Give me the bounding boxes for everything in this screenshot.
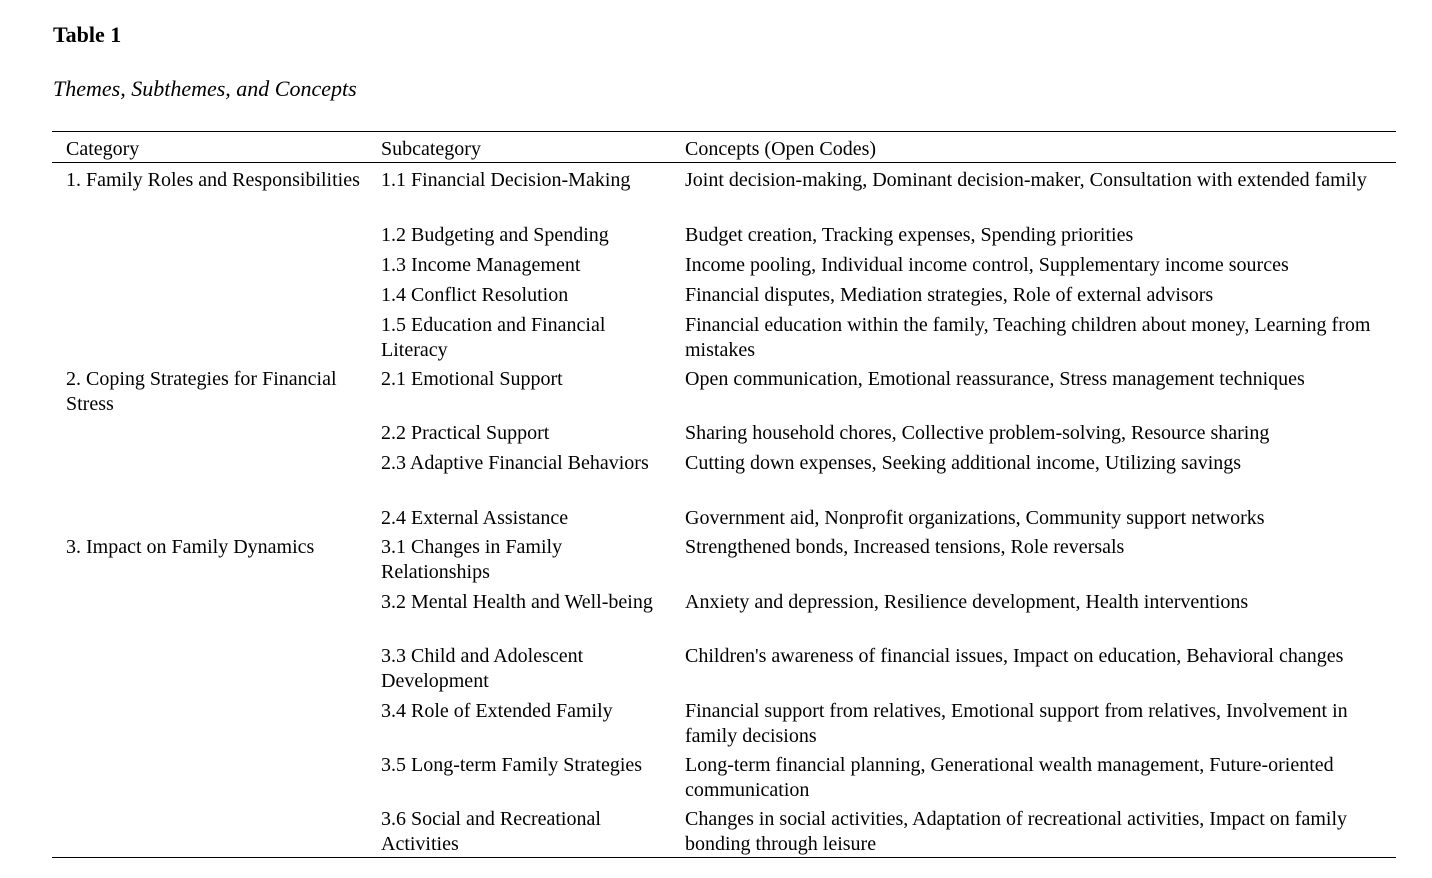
- subcategory-cell: 3.6 Social and Recreational Activities: [381, 808, 601, 855]
- concepts-cell: Open communication, Emotional reassurance, Stress management techniques: [685, 368, 1305, 390]
- subcategory-cell: 2.2 Practical Support: [381, 422, 550, 444]
- subcategory-cell: 1.2 Budgeting and Spending: [381, 224, 609, 246]
- concepts-cell: Financial disputes, Mediation strategies, Role of external advisors: [685, 284, 1214, 306]
- subcategory-cell: 3.4 Role of Extended Family: [381, 700, 613, 722]
- subcategory-cell: 2.1 Emotional Support: [381, 368, 563, 390]
- table-label: Table 1: [53, 22, 122, 47]
- concepts-cell: Sharing household chores, Collective problem-solving, Resource sharing: [685, 422, 1270, 444]
- header-concepts: Concepts (Open Codes): [685, 138, 877, 160]
- table-title: Themes, Subthemes, and Concepts: [53, 76, 357, 101]
- concepts-cell: Government aid, Nonprofit organizations, Community support networks: [685, 507, 1265, 529]
- concepts-cell: Children's awareness of financial issues, Impact on education, Behavioral changes: [685, 645, 1344, 667]
- subcategory-cell: 2.4 External Assistance: [381, 507, 569, 529]
- subcategory-cell: 3.3 Child and Adolescent Development: [381, 645, 584, 692]
- concepts-cell: Cutting down expenses, Seeking additional income, Utilizing savings: [685, 452, 1242, 474]
- concepts-cell: Anxiety and depression, Resilience development, Health interventions: [685, 591, 1249, 613]
- subcategory-cell: 1.4 Conflict Resolution: [381, 284, 569, 306]
- concepts-cell: Budget creation, Tracking expenses, Spending priorities: [685, 224, 1134, 246]
- header-subcategory: Subcategory: [381, 138, 481, 160]
- concepts-cell: Strengthened bonds, Increased tensions, Role reversals: [685, 536, 1125, 558]
- concepts-cell: Joint decision-making, Dominant decision-maker, Consultation with extended family: [685, 169, 1367, 191]
- header-category: Category: [66, 138, 140, 160]
- subcategory-cell: 2.3 Adaptive Financial Behaviors: [381, 452, 649, 474]
- category-cell: 1. Family Roles and Responsibilities: [66, 169, 360, 191]
- concepts-cell: Financial education within the family, Teaching children about money, Learning from mistakes: [685, 314, 1371, 361]
- category-cell: 2. Coping Strategies for Financial Stress: [66, 368, 337, 415]
- concepts-cell: Financial support from relatives, Emotional support from relatives, Involvement in family decisions: [685, 700, 1348, 747]
- subcategory-cell: 3.1 Changes in Family Relationships: [381, 536, 563, 583]
- concepts-cell: Income pooling, Individual income control, Supplementary income sources: [685, 254, 1289, 276]
- category-cell: 3. Impact on Family Dynamics: [66, 536, 315, 558]
- subcategory-cell: 3.2 Mental Health and Well-being: [381, 591, 653, 613]
- subcategory-cell: 1.5 Education and Financial Literacy: [381, 314, 606, 361]
- bottom-rule: [52, 857, 1396, 858]
- subcategory-cell: 3.5 Long-term Family Strategies: [381, 754, 643, 776]
- concepts-cell: Changes in social activities, Adaptation of recreational activities, Impact on family bonding through leisure: [685, 808, 1348, 855]
- top-rule: [52, 131, 1396, 132]
- subcategory-cell: 1.3 Income Management: [381, 254, 581, 276]
- subcategory-cell: 1.1 Financial Decision-Making: [381, 169, 631, 191]
- concepts-cell: Long-term financial planning, Generational wealth management, Future-oriented communication: [685, 754, 1334, 801]
- header-rule: [52, 162, 1396, 163]
